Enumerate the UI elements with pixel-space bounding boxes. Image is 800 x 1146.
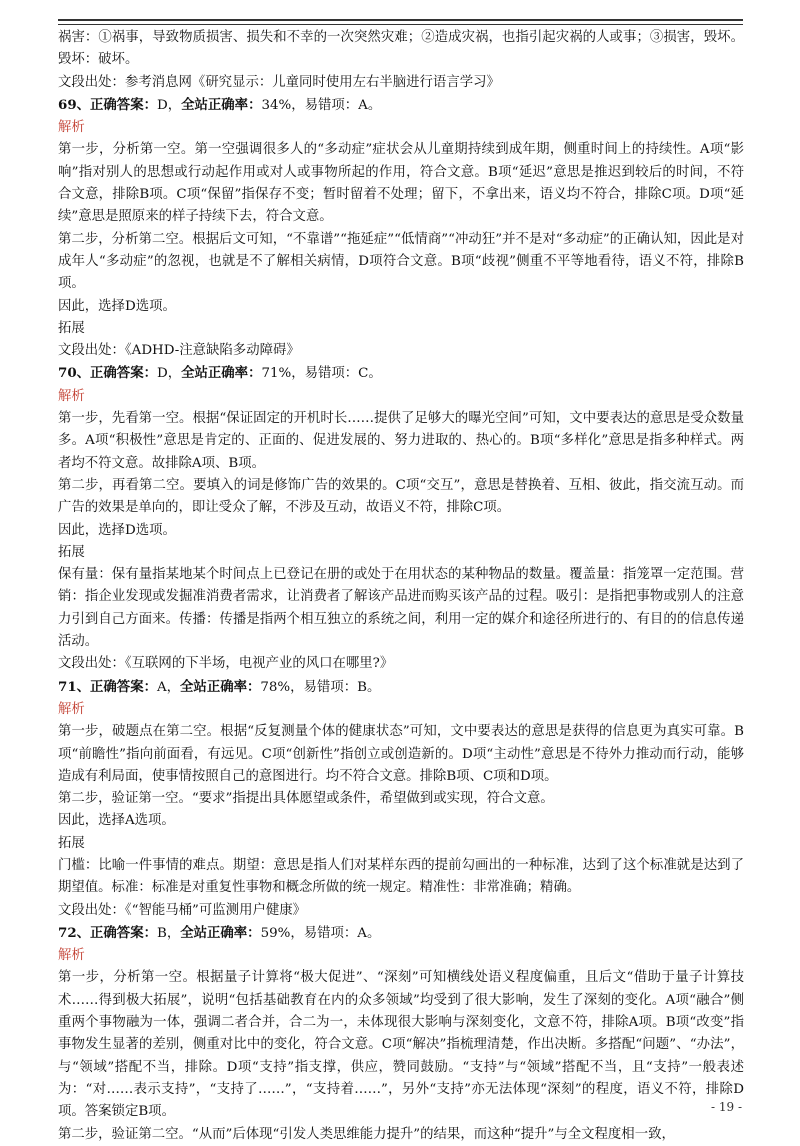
analysis-heading: 解析 (58, 701, 85, 717)
paragraph-definition: 祸害：①祸事，导致物质损害、损失和不幸的一次突然灾难；②造成灾祸，也指引起灾祸的人或事；③损害，毁坏。毁坏：破坏。 (58, 30, 744, 68)
extension-paragraph: 保有量：保有量指某地某个时间点上已登记在册的或处于在用状态的某种物品的数量。覆盖量：指笼罩一定范围。营销：指企业发现或发掘准消费者需求，让消费者了解该产品进而购买该产品的过程。吸引：是指把事物或别人的注意力引到自己方面来。传播：传播是指两个相互独立的系统之间，利用一定的媒介和途径所进行的、有目的的信息传递活动。 (58, 567, 744, 650)
answer-label: 正确答案： (90, 924, 157, 941)
header-rule-thick (58, 19, 743, 21)
answer-line-71 (58, 676, 744, 699)
analysis-heading: 解析 (58, 120, 85, 136)
rate-value: 71%，易错项：C。 (261, 366, 382, 382)
answer-value: B， (156, 925, 181, 941)
rate-label: 全站正确率： (181, 365, 262, 382)
page-number: - 19 - (710, 1100, 742, 1114)
answer-line-69 (58, 94, 744, 117)
analysis-paragraph: 第二步，验证第一空。“要求”指提出具体愿望或条件，希望做到或实现，符合文意。 (58, 791, 554, 807)
question-number: 71、 (58, 678, 91, 695)
question-number: 69、 (58, 96, 91, 113)
extension-paragraph: 门槛：比喻一件事情的难点。期望：意思是指人们对某样东西的提前勾画出的一种标准，达到了这个标准就是达到了期望值。标准：标准是对重复性事物和概念所做的统一规定。精准性：非常准确；精确。 (58, 857, 744, 896)
header-rule-thin (58, 24, 743, 25)
analysis-paragraph: 因此，选择A选项。 (58, 813, 175, 829)
paragraph-source: 文段出处：参考消息网《研究显示：儿童同时使用左右半脑进行语言学习》 (58, 74, 500, 90)
extension-heading: 拓展 (58, 544, 85, 560)
extension-heading: 拓展 (58, 320, 85, 336)
answer-label: 正确答案： (90, 365, 157, 382)
answer-value: A， (156, 679, 181, 695)
answer-line-72 (58, 922, 744, 945)
answer-line-70 (58, 362, 744, 385)
rate-value: 59%，易错项：A。 (260, 925, 381, 941)
analysis-paragraph: 第一步，分析第一空。第一空强调很多人的“多动症”症状会从儿童期持续到成年期，侧重时间上的持续性。A项“影响”指对别人的思想或行动起作用或对人或事物所起的作用，符合文意。B项“延迟”意思是推迟到较后的时间，不符合文意，排除B项。C项“保留”指保存不变；暂时留着不处理；留下，不拿出来，语义均不符合，排除C项。D项“延续”意思是照原来的样子持续下去，符合文意。 (58, 142, 744, 225)
extension-paragraph: 文段出处：《“智能马桶”可监测用户健康》 (58, 902, 307, 918)
answer-label: 正确答案： (90, 678, 157, 695)
extension-paragraph: 文段出处：《ADHD-注意缺陷多动障碍》 (58, 343, 300, 359)
extension-heading: 拓展 (58, 835, 85, 851)
analysis-heading: 解析 (58, 948, 85, 964)
question-number: 72、 (58, 924, 91, 941)
rate-label: 全站正确率： (180, 678, 261, 695)
extension-paragraph: 文段出处：《互联网的下半场，电视产业的风口在哪里?》 (58, 656, 394, 672)
analysis-paragraph: 第二步，分析第二空。根据后文可知，“不靠谱”“拖延症”“低情商”“冲动狂”并不是对“多动症”的正确认知，因此是对成年人“多动症”的忽视，也就是不了解相关病情，D项符合文意。B项“歧视”侧重不平等地看待，语义不符，排除B项。 (58, 231, 744, 292)
page-content (58, 27, 744, 1146)
answer-value: D， (156, 366, 182, 382)
answer-value: D， (156, 97, 182, 113)
analysis-paragraph: 第一步，先看第一空。根据“保证固定的开机时长……提供了足够大的曝光空间”可知，文中要表达的意思是受众数量多。A项“积极性”意思是肯定的、正面的、促进发展的、努力进取的、热心的。B项“多样化”意思是指多种样式。两者均不符文意。故排除A项、B项。 (58, 411, 744, 471)
analysis-paragraph: 第一步，分析第一空。根据量子计算将“极大促进”、“深刻”可知横线处语义程度偏重，且后文“借助于量子计算技术……得到极大拓展”，说明“包括基础教育在内的众多领域”均受到了很大影响，发生了深刻的变化。A项“融合”侧重两个事物融为一体，强调二者合并，合二为一，未体现很大影响与深刻变化，文意不符，排除A项。B项“改变”指事物发生显著的差别，侧重对比中的变化，符合文意。C项“解决”指梳理清楚，作出决断。多搭配“问题”、“办法”，与“领域”搭配不当，排除。D项“支持”指支撑，供应，赞同鼓励。“支持”与“领域”搭配不当，且“支持”一般表述为：“对……表示支持”，“支持了……”，“支持着……”，另外“支持”亦无法体现“深刻”的程度，语义不符，排除D项。答案锁定B项。 (58, 970, 744, 1120)
analysis-paragraph: 第二步，再看第二空。要填入的词是修饰广告的效果的。C项“交互”，意思是替换着、互相、彼此，指交流互动。而广告的效果是单向的，即让受众了解，不涉及互动，故语义不符，排除C项。 (58, 477, 744, 516)
analysis-paragraph: 因此，选择D选项。 (58, 298, 176, 314)
analysis-heading: 解析 (58, 388, 85, 404)
analysis-paragraph: 第二步，验证第二空。“从而”后体现“引发人类思维能力提升”的结果，而这种“提升”与全文程度相一致， (58, 1126, 675, 1142)
answer-label: 正确答案： (90, 96, 157, 113)
question-number: 70、 (58, 365, 91, 382)
rate-value: 78%，易错项：B。 (260, 679, 381, 695)
analysis-paragraph: 第一步，破题点在第二空。根据“反复测量个体的健康状态”可知，文中要表达的意思是获得的信息更为真实可靠。B项“前瞻性”指向前面看，有远见。C项“创新性”指创立或创造新的。D项“主动性”意思是不待外力推动而行动，能够造成有利局面，使事情按照自己的意图进行。均不符合文意。排除B项、C项和D项。 (58, 724, 744, 784)
rate-label: 全站正确率： (181, 96, 262, 113)
rate-value: 34%，易错项：A。 (261, 97, 382, 113)
analysis-paragraph: 因此，选择D选项。 (58, 522, 176, 538)
rate-label: 全站正确率： (180, 924, 261, 941)
